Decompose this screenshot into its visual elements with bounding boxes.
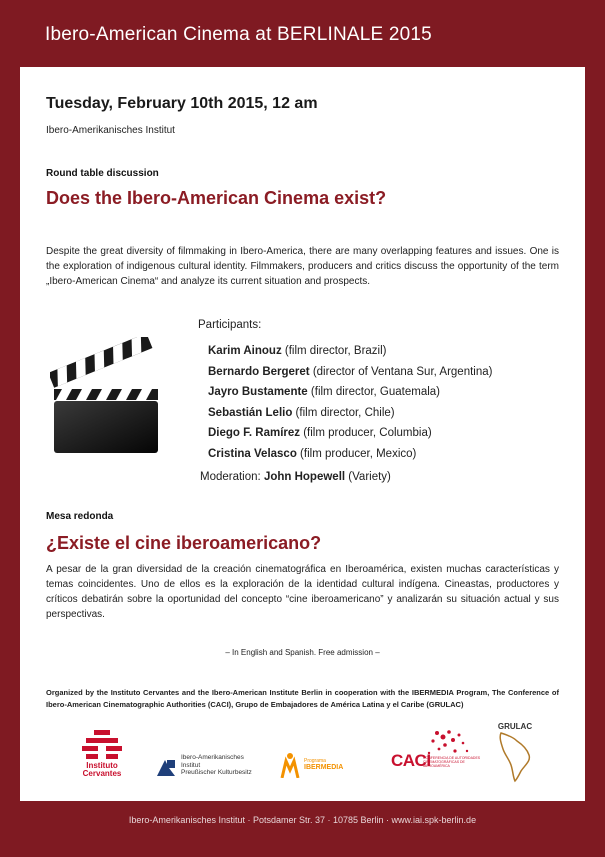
participant-name: Sebastián Lelio: [208, 406, 293, 419]
cervantes-name: [72, 762, 132, 778]
participant-role: (film director, Guatemala): [307, 386, 441, 398]
participant: [208, 403, 492, 424]
participant: [208, 341, 492, 362]
participant: [208, 382, 492, 403]
iai-line3: Preußischer Kulturbesitz: [181, 769, 252, 776]
footer-address: Ibero-Amerikanisches Institut · Potsdamer Str. 37 · 10785 Berlin · www.iai.spk-berlin.de: [128, 815, 477, 825]
cervantes-line2: Cervantes: [82, 769, 122, 778]
latin-america-map-icon: [495, 731, 535, 783]
participant-role: (film director, Brazil): [281, 345, 387, 357]
admission-note: – In English and Spanish. Free admission –: [225, 648, 380, 657]
event-date: Tuesday, February 10th 2015, 12 am: [46, 95, 318, 112]
spanish-kicker: Mesa redonda: [46, 511, 114, 522]
participant: [208, 423, 492, 444]
participant-list: [208, 341, 492, 464]
cervantes-line1: Instituto: [86, 761, 118, 770]
ibermedia-big: IBERMEDIA: [304, 764, 344, 771]
moderator-affiliation: (Variety): [345, 471, 391, 483]
participants-label: Participants:: [198, 319, 262, 331]
english-body: Despite the great diversity of filmmaking in Ibero-America, there are many overlapping features and issues. One is the exploration of indigenous cultural identity. Filmmakers, producers and critics discuss the opportunity of the term „Ibero-American Cinema“ and analyze its current situation and prospects.: [46, 246, 559, 287]
spanish-headline: ¿Existe el cine iberoamericano?: [46, 533, 322, 553]
iai-line1: Ibero-Amerikanisches: [181, 754, 244, 761]
moderation-line: [200, 471, 391, 483]
flyer-panel: [20, 67, 585, 801]
grulac-logo: [490, 722, 540, 792]
participant-role: (director of Ventana Sur, Argentina): [309, 365, 493, 378]
grulac-name: GRULAC: [497, 722, 533, 731]
participant: [208, 362, 492, 383]
iai-line2: Institut: [181, 761, 201, 769]
iai-name: [181, 754, 271, 777]
participant-name: Diego F. Ramírez: [208, 427, 301, 439]
cervantes-logo: [72, 730, 132, 778]
participant-name: Jayro Bustamente: [208, 386, 308, 398]
participant: [208, 444, 492, 465]
event-venue: Ibero-Amerikanisches Institut: [46, 125, 175, 136]
caci-logo: [385, 729, 480, 787]
english-headline: Does the Ibero-American Cinema exist?: [46, 188, 387, 208]
participant-name: Bernardo Bergeret: [208, 365, 310, 378]
moderator-name: John Hopewell: [263, 471, 346, 483]
english-kicker: Round table discussion: [46, 168, 159, 179]
header-title: Ibero-American Cinema at BERLINALE 2015: [45, 24, 432, 45]
organized-by: Organized by the Instituto Cervantes and the Ibero-American Institute Berlin in cooperation with the IBERMEDIA Program, The Conference of Ibero-American Cinematographic Authorities (CACI), Grupo de Embajadores de América Latina y el Caribe (GRULAC): [46, 688, 559, 709]
caci-name: CACI: [391, 751, 431, 770]
caci-subtitle: CONFERENCIA DE AUTORIDADES CINEMATOGRÁFICAS DE IBEROAMÉRICA: [423, 756, 481, 768]
participant-role: (film director, Chile): [292, 406, 395, 419]
participant-role: (film producer, Mexico): [296, 447, 417, 460]
cervantes-emblem-icon: [82, 730, 122, 760]
ibermedia-emblem-icon: [280, 752, 300, 778]
participant-role: (film producer, Columbia): [300, 427, 432, 439]
clapperboard-icon: [50, 337, 170, 457]
participant-name: Cristina Velasco: [208, 447, 297, 460]
participant-name: Karim Ainouz: [208, 345, 282, 357]
ibermedia-small: Programa: [304, 758, 326, 764]
ibermedia-logo: [280, 752, 360, 782]
iai-emblem-icon: [155, 756, 177, 778]
spanish-body: A pesar de la gran diversidad de la creación cinematográfica en Iberoamérica, existen muchas características y temas coincidentes. Uno de ellos es la exploración de la identidad cultural indígena. Cineastas, productores y críticos debatirán sobre la oportunidad del concepto “cine iberoamericano” y analizarán su situación actual y sus perspectivas.: [46, 564, 559, 620]
moderation-label: Moderation:: [200, 471, 264, 483]
